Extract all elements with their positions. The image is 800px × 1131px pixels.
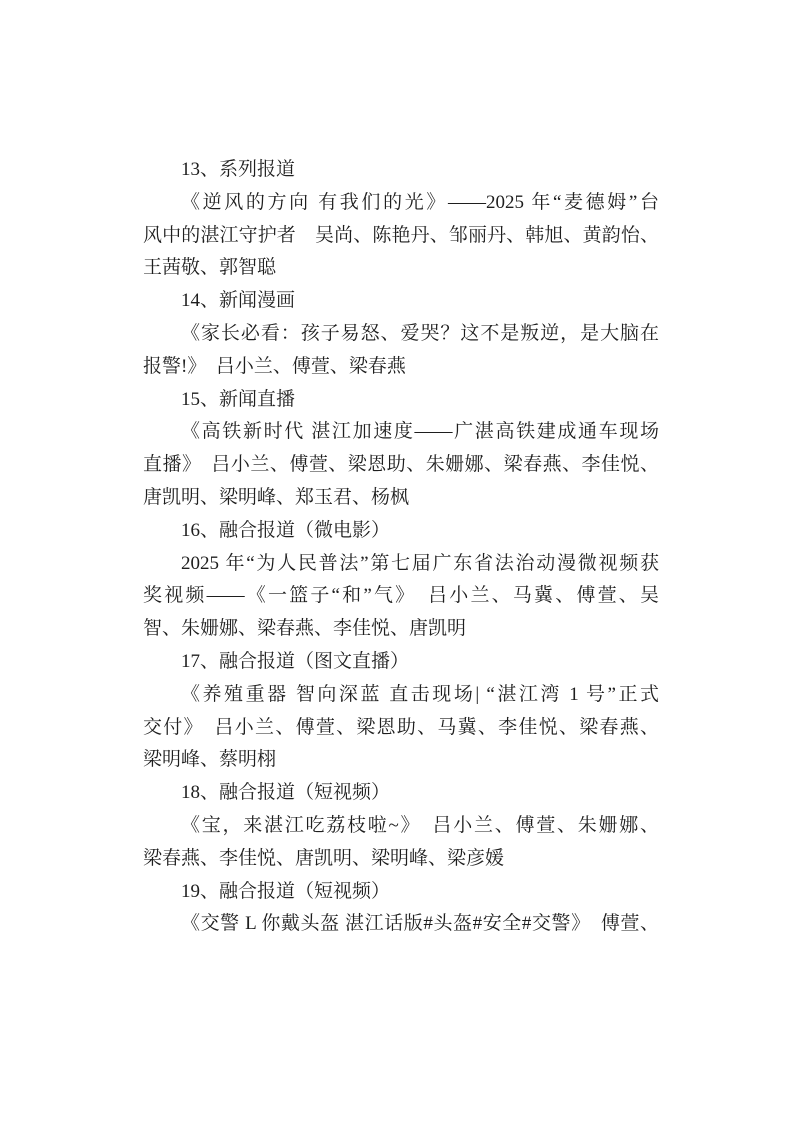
text-line: 13、系列报道 <box>181 159 296 180</box>
document-text <box>143 154 659 941</box>
text-line: 《高铁新时代 湛江加速度——广湛高铁建成通车现场 <box>181 421 659 443</box>
text-line: 唐凯明、梁明峰、郑玉君、杨枫 <box>143 486 410 508</box>
text-line: 风中的湛江守护者 吴尚、陈艳丹、邹丽丹、韩旭、黄韵怡、 <box>143 224 659 246</box>
text-line: 报警!》 吕小兰、傅萱、梁春燕 <box>143 355 406 377</box>
text-line: 梁春燕、李佳悦、唐凯明、梁明峰、梁彦媛 <box>143 847 505 869</box>
text-line: 18、融合报道（短视频） <box>181 782 391 804</box>
text-line: 16、融合报道（微电影） <box>181 519 391 541</box>
text-line: 2025 年“为人民普法”第七届广东省法治动漫微视频获 <box>181 552 659 574</box>
text-line: 梁明峰、蔡明栩 <box>143 749 277 771</box>
text-line: 直播》 吕小兰、傅萱、梁恩助、朱姗娜、梁春燕、李佳悦、 <box>143 454 659 476</box>
text-line: 奖视频——《一篮子“和”气》 吕小兰、马冀、傅萱、吴 <box>143 585 659 607</box>
text-line: 19、融合报道（短视频） <box>181 880 391 902</box>
text-line: 14、新闻漫画 <box>181 290 296 312</box>
text-line: 《养殖重器 智向深蓝 直击现场| “湛江湾 1 号”正式 <box>181 683 659 705</box>
text-line: 王茜敬、郭智聪 <box>143 257 277 279</box>
text-line: 《宝，来湛江吃荔枝啦~》 吕小兰、傅萱、朱姗娜、 <box>181 814 659 836</box>
text-line: 17、融合报道（图文直播） <box>181 650 410 672</box>
text-line: 《家长必看：孩子易怒、爱哭？这不是叛逆，是大脑在 <box>181 322 659 344</box>
text-line: 15、新闻直播 <box>181 388 296 410</box>
text-line: 智、朱姗娜、梁春燕、李佳悦、唐凯明 <box>143 618 467 640</box>
text-line: 交付》 吕小兰、傅萱、梁恩助、马冀、李佳悦、梁春燕、 <box>143 716 659 738</box>
text-line: 《交警 L 你戴头盔 湛江话版#头盔#安全#交警》 傅萱、 <box>181 913 659 935</box>
text-line: 《逆风的方向 有我们的光》——2025 年“麦德姆”台 <box>181 191 659 213</box>
